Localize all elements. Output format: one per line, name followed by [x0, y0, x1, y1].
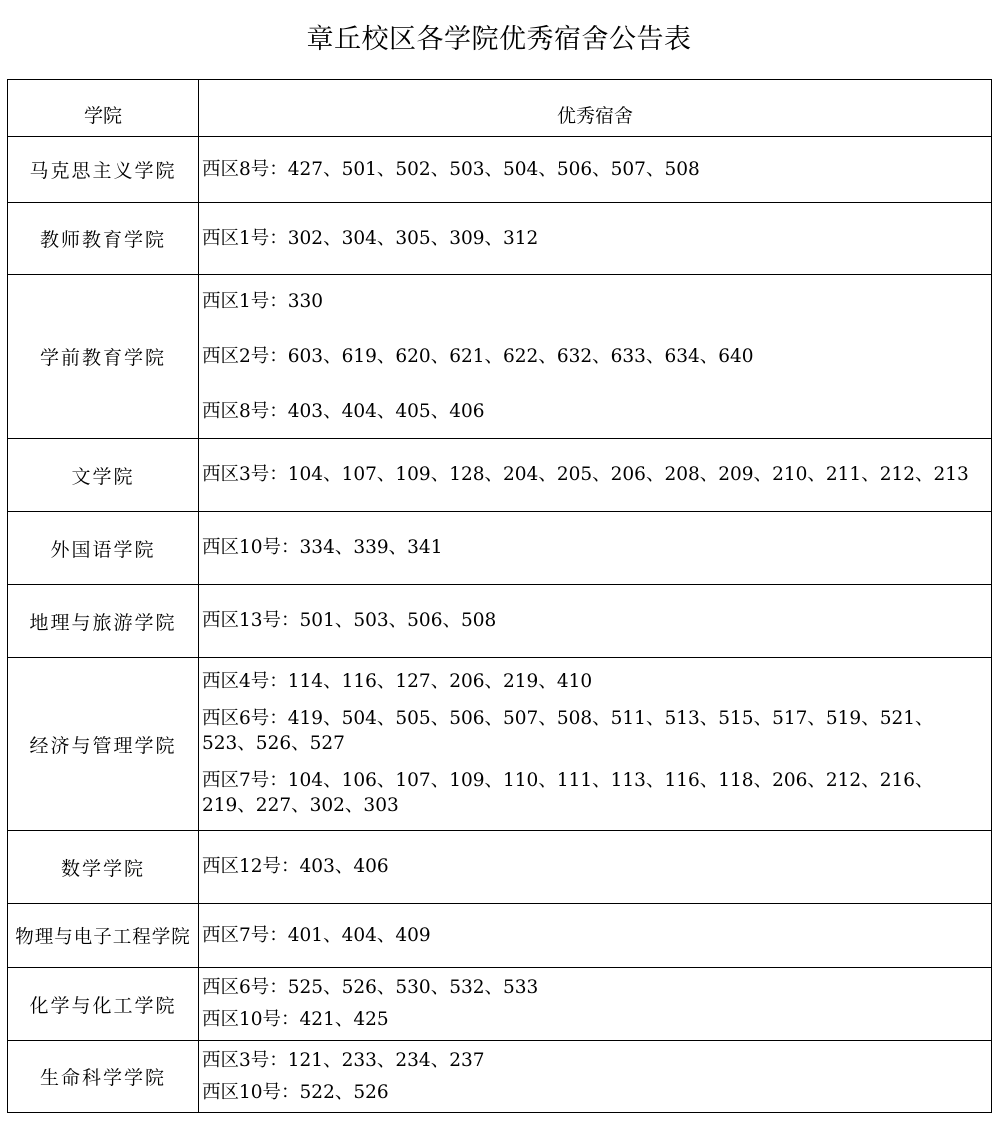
college-name: 生命科学学院 — [8, 1041, 199, 1113]
column-header-college: 学院 — [8, 80, 199, 137]
column-header-dorms: 优秀宿舍 — [199, 80, 992, 137]
table-row — [8, 203, 992, 275]
college-name: 地理与旅游学院 — [8, 585, 199, 658]
dorm-list — [199, 137, 992, 203]
dorm-line: 西区10号：334、339、341 — [202, 537, 443, 558]
dorm-list — [199, 658, 992, 831]
dorm-list — [199, 203, 992, 275]
table-row — [8, 585, 992, 658]
table-row — [8, 512, 992, 585]
college-name: 文学院 — [8, 439, 199, 512]
dorm-list — [199, 1041, 992, 1113]
dorm-list — [199, 275, 992, 439]
table-row — [8, 831, 992, 904]
table-row — [8, 137, 992, 203]
table-row — [8, 1041, 992, 1113]
table-row — [8, 904, 992, 968]
dorm-line: 西区2号：603、619、620、621、622、632、633、634、640 — [202, 345, 754, 367]
dorm-line: 西区1号：302、304、305、309、312 — [202, 227, 539, 249]
dorm-list — [199, 585, 992, 658]
dorm-list — [199, 439, 992, 512]
table-row — [8, 439, 992, 512]
college-name: 马克思主义学院 — [8, 137, 199, 203]
dorm-line: 西区3号：104、107、109、128、204、205、206、208、209、210、211、212、213 — [202, 464, 969, 485]
dorm-line: 西区3号：121、233、234、237 — [202, 1049, 485, 1071]
college-name: 物理与电子工程学院 — [8, 904, 199, 968]
dorm-line: 西区6号：419、504、505、506、507、508、511、513、515、517、519、521、523、526、527 — [202, 708, 934, 754]
dorm-line: 西区12号：403、406 — [202, 856, 389, 877]
dorm-line: 西区7号：401、404、409 — [202, 924, 431, 946]
dorm-list — [199, 904, 992, 968]
dorm-list — [199, 512, 992, 585]
dorm-line: 西区8号：403、404、405、406 — [202, 400, 485, 422]
dorm-line: 西区1号：330 — [202, 290, 324, 312]
table-row — [8, 658, 992, 831]
college-name: 外国语学院 — [8, 512, 199, 585]
dorm-list — [199, 831, 992, 904]
college-name: 教师教育学院 — [8, 203, 199, 275]
dorm-line: 西区8号：427、501、502、503、504、506、507、508 — [202, 158, 700, 180]
dorm-line: 西区7号：104、106、107、109、110、111、113、116、118、206、212、216、219、227、302、303 — [202, 770, 934, 816]
dorm-line: 西区10号：522、526 — [202, 1081, 389, 1103]
table-header-row — [8, 80, 992, 137]
dorm-line: 西区10号：421、425 — [202, 1009, 389, 1030]
college-name: 经济与管理学院 — [8, 658, 199, 831]
college-name: 数学学院 — [8, 831, 199, 904]
page-title: 章丘校区各学院优秀宿舍公告表 — [306, 24, 692, 55]
table-row — [8, 275, 992, 439]
dorm-line: 西区13号：501、503、506、508 — [202, 610, 497, 631]
dorm-line: 西区6号：525、526、530、532、533 — [202, 977, 539, 998]
dorm-line: 西区4号：114、116、127、206、219、410 — [202, 671, 593, 692]
table-row — [8, 968, 992, 1041]
college-name: 学前教育学院 — [8, 275, 199, 439]
college-name: 化学与化工学院 — [8, 968, 199, 1041]
dorm-list — [199, 968, 992, 1041]
dormitory-table — [7, 79, 992, 1113]
